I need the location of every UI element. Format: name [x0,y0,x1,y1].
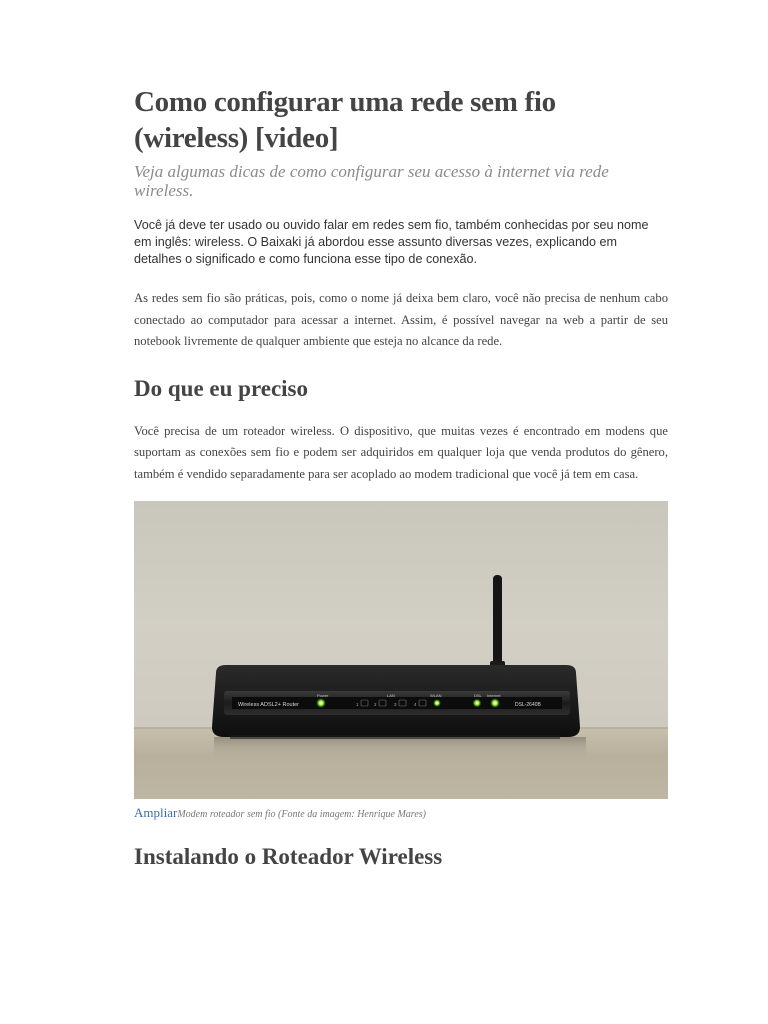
image-caption [134,805,668,823]
article-subtitle: Veja algumas dicas de como configurar seu acesso à internet via rede wireless. [134,162,609,200]
port-number-label: 3 [394,702,397,707]
dsl-label: DSL [474,693,482,698]
lan-label: LAN [387,693,395,698]
internet-label: Internet [487,693,501,698]
ampliar-link[interactable]: Ampliar [134,805,178,820]
port-number-label: 1 [356,702,359,707]
power-label: Power [317,693,329,698]
port-number-label: 4 [414,702,417,707]
article [134,84,668,871]
caption-text: Modem roteador sem fio (Fonte da imagem: Henrique Mares) [177,809,426,820]
model-label: DSL-2640B [515,702,541,708]
body-paragraph: As redes sem fio são práticas, pois, como o nome já deixa bem claro, você não precisa de nenhum cabo conectado ao computador para acessar a internet. Assim, é possível navegar na web a partir de seu notebook livremente de qualquer ambiente que esteja no alcance da rede. [134,291,668,348]
section-paragraph: Você precisa de um roteador wireless. O dispositivo, que muitas vezes é encontrado em modens que suportam as conexões sem fio e podem ser adquiridos em qualquer loja que venda produtos do gênero, também é vendido separadamente para ser acoplado ao modem tradicional que você já tem em casa. [134,423,668,481]
port-number-label: 2 [374,702,377,707]
wlan-label: WLAN [430,693,442,698]
intro-paragraph: Você já deve ter usado ou ouvido falar em redes sem fio, também conhecidas por seu nome em inglês: wireless. O Baixaki já abordou esse assunto diversas vezes, explicando em detalhes o significado e como funciona esse tipo de conexão. [134,218,649,266]
section-heading-do-que-eu-preciso: Do que eu preciso [134,375,308,401]
device-label: Wireless ADSL2+ Router [238,702,299,708]
router-photo [134,501,668,799]
section-heading-instalando-roteador: Instalando o Roteador Wireless [134,844,443,869]
article-title: Como configurar uma rede sem fio (wireless) [video] [134,86,556,154]
